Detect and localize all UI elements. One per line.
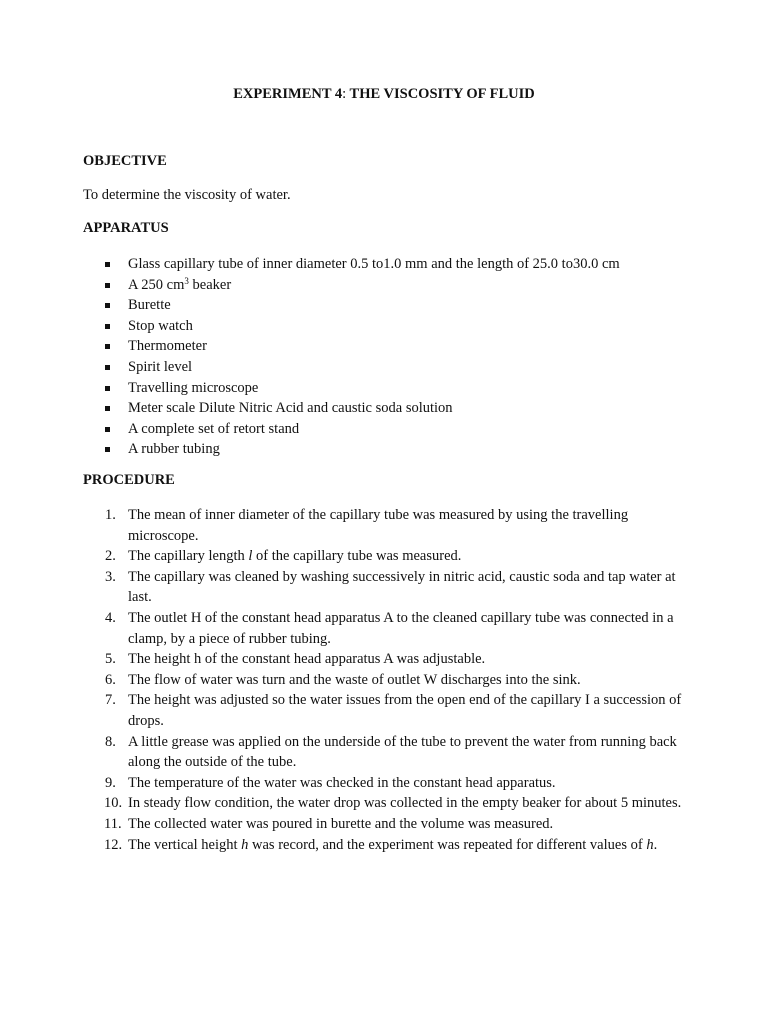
apparatus-item [83,398,703,419]
objective-text: To determine the viscosity of water. [83,187,291,203]
apparatus-item [83,275,703,296]
apparatus-item-text: A rubber tubing [128,441,220,458]
step-text: . [653,836,658,853]
step-variable: l [248,548,253,565]
apparatus-item [83,357,703,378]
procedure-step [83,773,683,794]
step-text: In steady flow condition, the water drop was collected in the empty beaker for about 5 minutes. [128,795,682,812]
step-text: of the capillary tube was measured. [252,548,462,565]
title-prefix: EXPERIMENT 4 [233,86,343,102]
step-text: The height was adjusted so the water issues from the open end of the capillary I a succession of drops. [128,692,682,729]
bullet-icon [105,386,110,391]
step-number: 2. [105,548,116,565]
apparatus-list [83,254,703,460]
bullet-icon [105,283,110,288]
apparatus-item-text: A 250 cm [128,276,185,293]
procedure-step [83,505,683,546]
bullet-icon [105,303,110,308]
page-title [0,86,768,103]
procedure-step [83,793,683,814]
procedure-step [83,814,683,835]
apparatus-item-text: Travelling microscope [128,379,259,396]
apparatus-item-text: A complete set of retort stand [128,420,300,437]
step-text: The collected water was poured in burette and the volume was measured. [128,815,554,832]
step-number: 1. [105,507,116,523]
step-text: The capillary length [128,548,249,565]
procedure-step [83,835,683,856]
procedure-list [83,505,683,855]
apparatus-item-text: Glass capillary tube of inner diameter 0.5 to1.0 mm and the length of 25.0 to30.0 cm [128,256,620,272]
step-number: 10. [104,795,123,812]
procedure-step [83,690,683,731]
step-text: The temperature of the water was checked in the constant head apparatus. [128,774,556,791]
apparatus-heading: APPARATUS [83,220,169,236]
step-number: 4. [105,609,116,626]
step-text: The height h of the constant head apparatus A was adjustable. [128,651,486,668]
step-number: 9. [105,774,116,791]
apparatus-item [83,295,703,316]
apparatus-item [83,254,703,275]
procedure-step [83,567,683,608]
procedure-step [83,649,683,670]
step-variable: h [241,836,249,853]
procedure-step [83,546,683,567]
step-number: 7. [105,692,116,709]
bullet-icon [105,324,110,329]
apparatus-item-text-suffix: beaker [188,276,232,293]
apparatus-item [83,419,703,440]
bullet-icon [105,365,110,370]
step-number: 3. [105,568,116,585]
step-text: The mean of inner diameter of the capillary tube was measured by using the travelling microscope. [128,507,629,544]
step-number: 6. [105,671,116,688]
procedure-step [83,732,683,773]
step-text: The capillary was cleaned by washing successively in nitric acid, caustic soda and tap water at last. [128,568,676,606]
step-text: was record, and the experiment was repeated for different values of [248,836,647,853]
step-number: 5. [105,651,116,668]
apparatus-item-text: Meter scale Dilute Nitric Acid and caustic soda solution [128,400,453,417]
step-text: The vertical height [128,836,242,853]
apparatus-item [83,439,703,460]
apparatus-item-text: Spirit level [128,358,193,375]
step-number: 11. [104,815,122,832]
bullet-icon [105,344,110,349]
step-variable: h [646,836,654,853]
apparatus-item-text: Stop watch [128,317,193,334]
step-number: 12. [104,836,123,853]
superscript: 3 [184,275,189,286]
step-number: 8. [105,733,116,750]
apparatus-item-text: Burette [128,297,171,314]
procedure-step [83,608,683,649]
apparatus-item [83,336,703,357]
step-text: A little grease was applied on the underside of the tube to prevent the water from running back along the outside of the tube. [128,733,677,771]
objective-heading: OBJECTIVE [83,153,167,169]
step-text: The outlet H of the constant head apparatus A to the cleaned capillary tube was connected in a clamp, by a piece of rubber tubing. [128,609,674,647]
bullet-icon [105,447,110,452]
bullet-icon [105,427,110,432]
procedure-heading: PROCEDURE [83,472,175,488]
apparatus-item [83,378,703,399]
bullet-icon [105,262,110,267]
step-text: The flow of water was turn and the waste of outlet W discharges into the sink. [128,671,581,688]
bullet-icon [105,406,110,411]
apparatus-item-text: Thermometer [128,338,207,355]
apparatus-item [83,316,703,337]
title-separator: : [342,86,347,102]
procedure-step [83,670,683,691]
title-rest: THE VISCOSITY OF FLUID [346,86,535,102]
